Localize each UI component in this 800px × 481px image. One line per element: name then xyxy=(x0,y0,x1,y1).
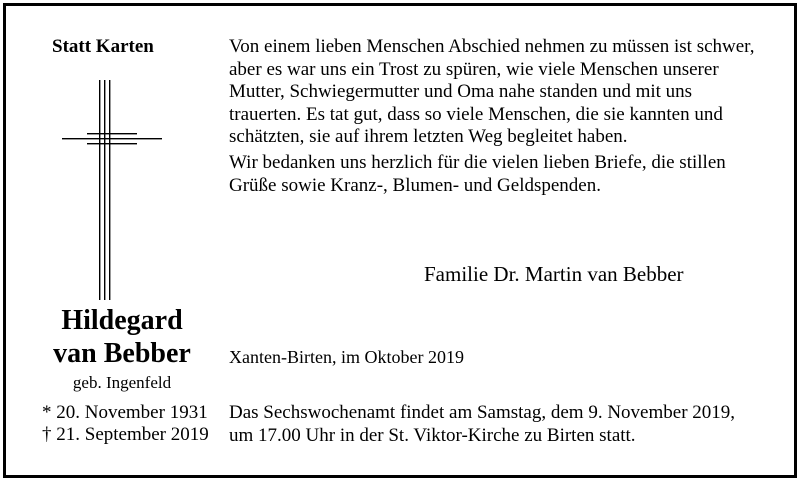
text-line: Wir bedanken uns herzlich für die vielen lieben Briefe, die stillen xyxy=(229,152,726,173)
deceased-first-name: Hildegard xyxy=(61,305,183,336)
place-and-date: Xanten-Birten, im Oktober 2019 xyxy=(229,347,464,367)
text-line: Das Sechswochenamt findet am Samstag, dem 9. November 2019, xyxy=(229,402,736,423)
death-date: † 21. September 2019 xyxy=(42,424,209,445)
maiden-name: geb. Ingenfeld xyxy=(72,373,172,392)
cross-icon xyxy=(62,80,162,300)
thanks-paragraph xyxy=(229,36,774,149)
family-signature: Familie Dr. Martin van Bebber xyxy=(424,262,684,286)
text-line: Mutter, Schwiegermutter und Oma nahe standen und mit uns xyxy=(229,81,693,102)
service-notice xyxy=(229,402,774,447)
deceased-last-name: van Bebber xyxy=(53,338,191,369)
gratitude-paragraph xyxy=(229,152,774,197)
text-line: aber es war uns ein Trost zu spüren, wie viele Menschen unserer xyxy=(229,58,719,80)
text-line: trauerten. Es tat gut, dass so viele Menschen, die sie kannten und xyxy=(229,103,723,125)
text-line: um 17.00 Uhr in der St. Viktor-Kirche zu Birten statt. xyxy=(229,424,636,446)
birth-date: * 20. November 1931 xyxy=(42,402,208,423)
header-statt-karten: Statt Karten xyxy=(52,36,154,57)
text-line: Von einem lieben Menschen Abschied nehmen zu müssen ist schwer, xyxy=(229,36,755,57)
text-line: Grüße sowie Kranz-, Blumen- und Geldspenden. xyxy=(229,174,601,196)
text-line: schätzten, sie auf ihrem letzten Weg begleitet haben. xyxy=(229,126,628,147)
